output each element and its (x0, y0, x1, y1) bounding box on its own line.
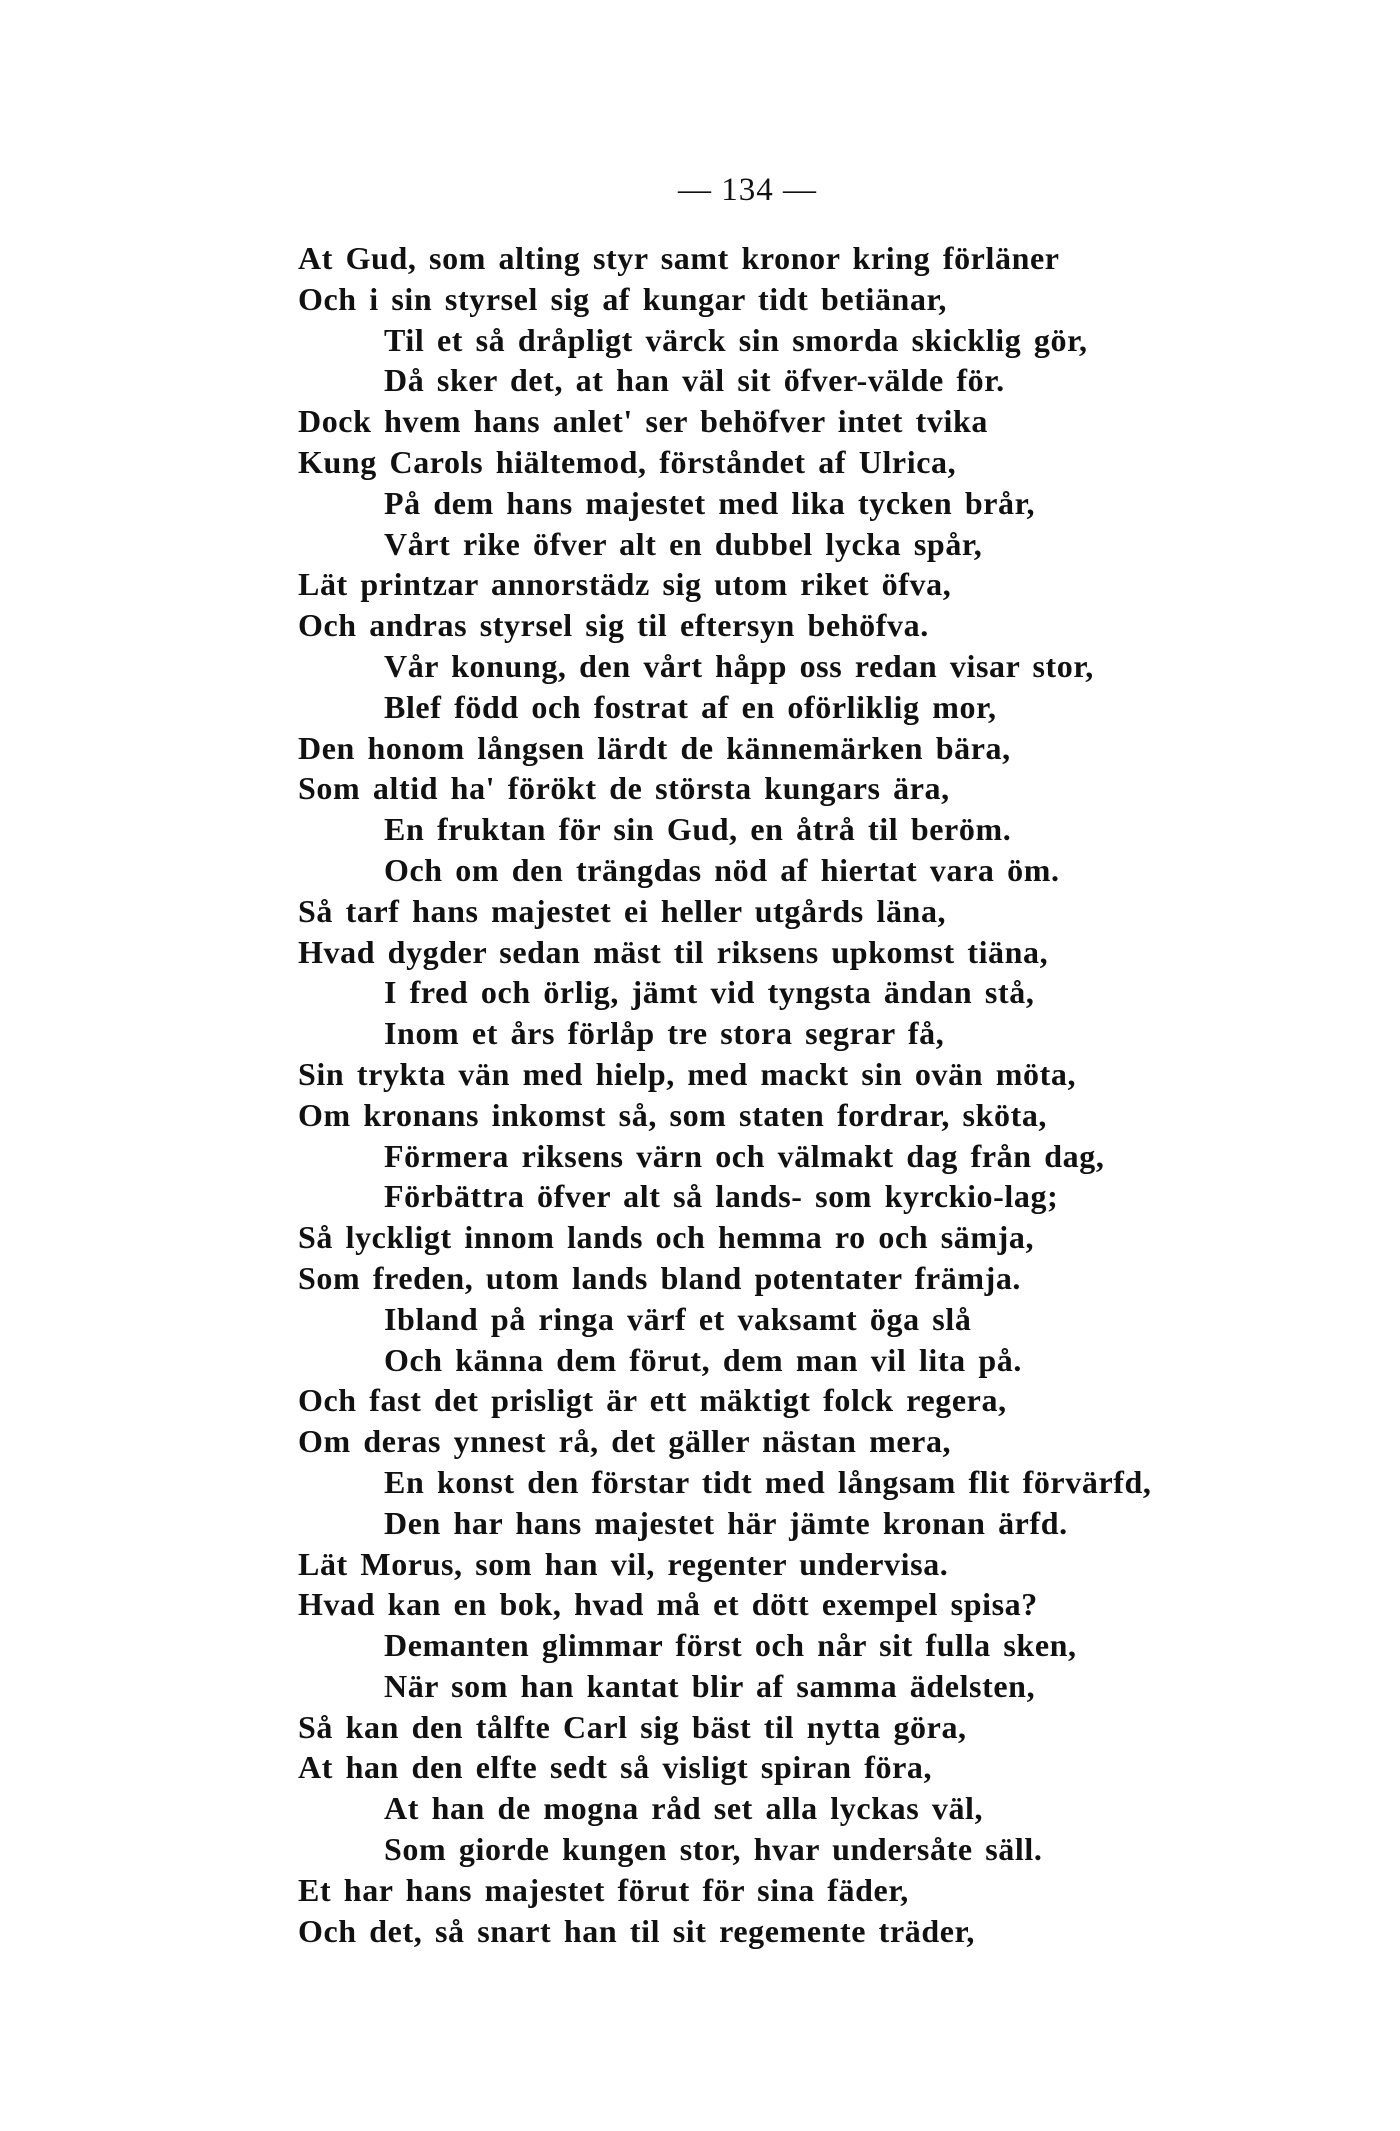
poem-line: I fred och örlig, jämt vid tyngsta ändan stå, (384, 974, 1035, 1011)
poem-line: Förbättra öfver alt så lands- som kyrckio-lag; (384, 1178, 1059, 1215)
poem-line: En fruktan för sin Gud, en åtrå til beröm. (384, 811, 1012, 848)
poem-line: Så kan den tålfte Carl sig bäst til nytta göra, (298, 1708, 967, 1745)
poem-line: Sin trykta vän med hielp, med mackt sin ovän möta, (298, 1055, 1077, 1092)
poem-line: Och känna dem förut, dem man vil lita på. (384, 1341, 1022, 1378)
poem-line: Så tarf hans majestet ei heller utgårds läna, (298, 892, 947, 929)
poem-line: En konst den förstar tidt med långsam flit förvärfd, (384, 1463, 1152, 1500)
poem-line: Som altid ha' förökt de största kungars ära, (298, 770, 950, 807)
poem-line: Vår konung, den vårt håpp oss redan visar stor, (384, 647, 1094, 684)
poem-line: Förmera riksens värn och välmakt dag från dag, (384, 1137, 1105, 1174)
poem-line: Om kronans inkomst så, som staten fordrar, sköta, (298, 1096, 1048, 1133)
poem-line: Då sker det, at han väl sit öfver-välde för. (384, 362, 1005, 399)
poem-line: Kung Carols hiältemod, förståndet af Ulrica, (298, 443, 957, 480)
poem-line: Inom et års förlåp tre stora segrar få, (384, 1015, 945, 1052)
poem-line: Et har hans majestet förut för sina fäder, (298, 1871, 909, 1908)
poem-line: Dock hvem hans anlet' ser behöfver intet tvika (298, 403, 988, 440)
poem-line: At Gud, som alting styr samt kronor kring förläner (298, 240, 1060, 276)
poem-line: Lät Morus, som han vil, regenter undervisa. (298, 1545, 949, 1582)
poem-line: Om deras ynnest rå, det gäller nästan mera, (298, 1423, 952, 1460)
poem-line: Den honom långsen lärdt de kännemärken bära, (298, 729, 1011, 766)
poem-line: At han den elfte sedt så visligt spiran föra, (298, 1749, 933, 1786)
poem-line: Demanten glimmar först och når sit fulla sken, (384, 1627, 1077, 1664)
poem-text (298, 238, 1378, 1951)
poem-line: Hvad dygder sedan mäst til riksens upkomst tiäna, (298, 933, 1049, 970)
poem-line: Och fast det prisligt är ett mäktigt folck regera, (298, 1382, 1007, 1419)
poem-line: Ibland på ringa värf et vaksamt öga slå (384, 1300, 972, 1337)
poem-line: Blef född och fostrat af en oförliklig mor, (384, 688, 997, 725)
poem-line: Den har hans majestet här jämte kronan ärfd. (384, 1504, 1068, 1541)
poem-line: Och andras styrsel sig til eftersyn behöfva. (298, 607, 929, 644)
page-number: — 134 — (678, 172, 817, 208)
poem-line: Hvad kan en bok, hvad må et dött exempel spisa? (298, 1586, 1038, 1623)
poem-line: Lät printzar annorstädz sig utom riket öfva, (298, 566, 952, 603)
poem-line: Til et så dråpligt värck sin smorda skicklig gör, (384, 321, 1088, 358)
poem-line: Och i sin styrsel sig af kungar tidt betiänar, (298, 280, 948, 317)
poem-line: Som freden, utom lands bland potentater främja. (298, 1259, 1022, 1296)
poem-line: Så lyckligt innom lands och hemma ro och sämja, (298, 1219, 1035, 1256)
poem-line: Och om den trängdas nöd af hiertat vara öm. (384, 851, 1060, 888)
poem-line: Som giorde kungen stor, hvar undersåte säll. (384, 1831, 1043, 1868)
poem-line: När som han kantat blir af samma ädelsten, (384, 1667, 1036, 1704)
poem-line: Vårt rike öfver alt en dubbel lycka spår, (384, 525, 983, 562)
poem-line: Och det, så snart han til sit regemente träder, (298, 1912, 976, 1949)
poem-line: At han de mogna råd set alla lyckas väl, (384, 1790, 984, 1827)
poem-line: På dem hans majestet med lika tycken brår, (384, 484, 1036, 521)
